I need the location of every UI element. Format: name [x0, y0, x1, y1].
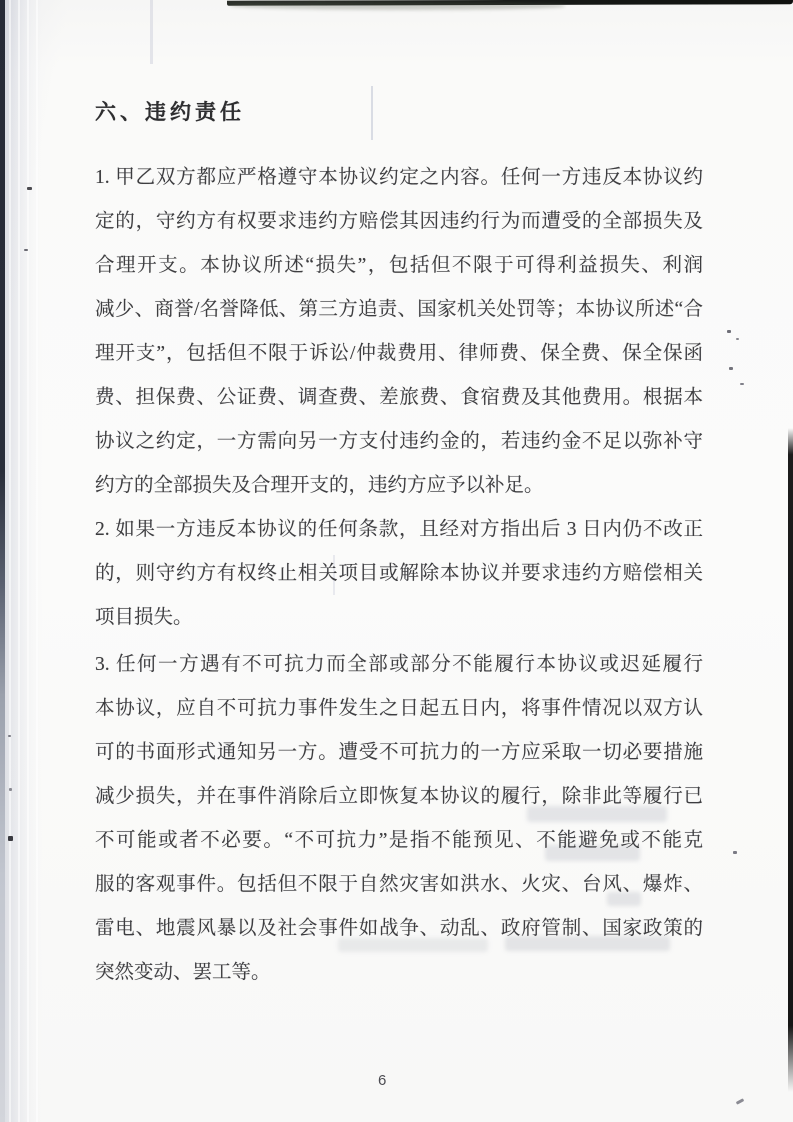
text-line: 项目损失。: [95, 607, 193, 628]
paragraph-3: [95, 643, 703, 995]
text-line: 突然变动、罢工等。: [95, 962, 271, 983]
text-line: 本协议，应自不可抗力事件发生之日起五日内，将事件情况以双方认: [95, 698, 703, 719]
scan-speck: [736, 338, 739, 340]
text-line: 理开支”，包括但不限于诉讼/仲裁费用、律师费、保全费、保全保函: [95, 343, 703, 364]
text-line: 减少损失，并在事件消除后立即恢复本协议的履行，除非此等履行已: [95, 786, 703, 807]
paragraph-1: [95, 156, 703, 508]
page-number: 6: [378, 1072, 387, 1089]
text-line: 不可能或者不必要。“不可抗力”是指不能预见、不能避免或不能克: [95, 830, 703, 851]
scan-speck: [8, 735, 11, 737]
text-line: 服的客观事件。包括但不限于自然灾害如洪水、火灾、台风、爆炸、: [95, 874, 703, 895]
paragraph-2: [95, 508, 703, 640]
text-line: 定的，守约方有权要求违约方赔偿其因违约行为而遭受的全部损失及: [95, 211, 703, 232]
scan-speck: [8, 836, 13, 841]
text-line: 2. 如果一方违反本协议的任何条款，且经对方指出后 3 日内仍不改正: [95, 519, 703, 540]
scan-speck: [727, 330, 731, 333]
scan-streak: [371, 86, 373, 140]
text-line: 可的书面形式通知另一方。遭受不可抗力的一方应采取一切必要措施: [95, 742, 703, 763]
scan-edge-left: [0, 0, 5, 1122]
scan-speck: [27, 187, 32, 190]
text-line: 协议之约定，一方需向另一方支付违约金的，若违约金不足以弥补守: [95, 431, 703, 452]
scan-top-smudge: [230, 1, 565, 10]
scan-left-gray-band: [0, 0, 42, 1122]
text-line: 1. 甲乙双方都应严格遵守本协议约定之内容。任何一方违反本协议约: [95, 167, 703, 188]
scan-streak: [150, 0, 153, 64]
scan-speck: [736, 1098, 744, 1104]
scan-speck: [9, 788, 12, 791]
scan-speck: [24, 249, 28, 251]
text-line: 雷电、地震风暴以及社会事件如战争、动乱、政府管制、国家政策的: [95, 918, 703, 939]
section-heading: 六、违约责任: [95, 100, 245, 124]
text-line: 3. 任何一方遇有不可抗力而全部或部分不能履行本协议或迟延履行: [95, 654, 703, 675]
text-line: 的，则守约方有权终止相关项目或解除本协议并要求违约方赔偿相关: [95, 563, 703, 584]
text-line: 合理开支。本协议所述“损失”，包括但不限于可得利益损失、利润: [95, 255, 703, 276]
text-line: 减少、商誉/名誉降低、第三方追责、国家机关处罚等；本协议所述“合: [95, 299, 703, 320]
scan-speck: [740, 383, 744, 385]
scan-speck: [733, 851, 737, 854]
text-line: 费、担保费、公证费、调查费、差旅费、食宿费及其他费用。根据本: [95, 387, 703, 408]
text-line: 约方的全部损失及合理开支的，违约方应予以补足。: [95, 475, 544, 496]
scan-edge-right: [788, 428, 793, 1092]
contract-body: [95, 156, 703, 995]
scan-speck: [729, 367, 733, 370]
